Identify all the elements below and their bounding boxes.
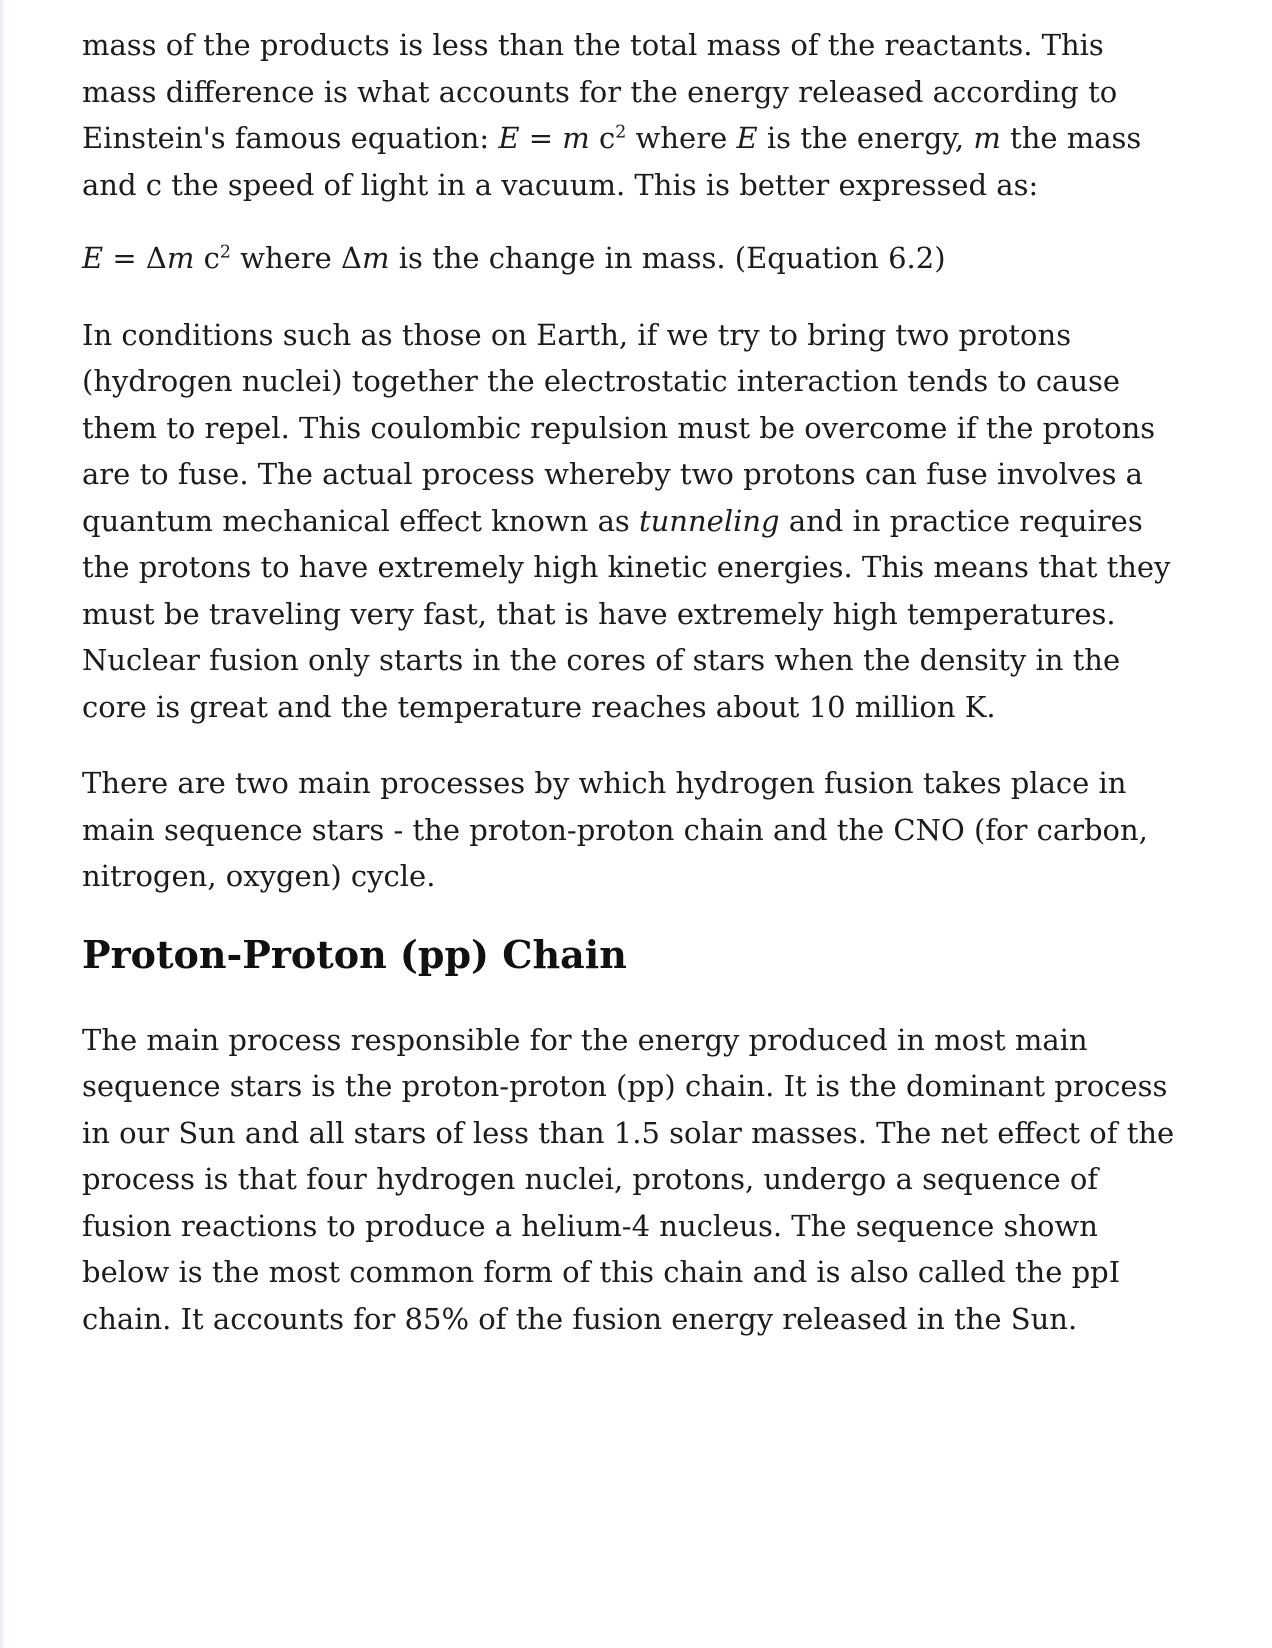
paragraph-fusion-processes: There are two main processes by which hydrogen fusion takes place in main sequence stars - the proton-proton chain and the CNO (for carbon, nitrogen, oxygen) cycle. <box>82 766 1148 893</box>
text-run: and in practice requires the protons to have extremely high kinetic energies. This means that they must be traveling very fast, that is have extremely high temperatures. Nuclear fusion only starts in the cores of stars when the density in the core is great and the temperature reaches about 10 million K. <box>82 503 1171 724</box>
paragraph-equation <box>82 235 1182 282</box>
paragraph-pp-chain: The main process responsible for the energy produced in most main sequence stars is the proton-proton (pp) chain. It is the dominant process in our Sun and all stars of less than 1.5 solar masses. The net effect of the process is that four hydrogen nuclei, protons, undergo a sequence of fusion reactions to produce a helium-4 nucleus. The sequence shown below is the most common form of this chain and is also called the ppI chain. It accounts for 85% of the fusion energy released in the Sun. <box>82 1022 1175 1336</box>
var-E: E <box>498 121 520 155</box>
var-m: m <box>973 121 1001 155</box>
paragraph-coulomb-repulsion <box>82 312 1182 731</box>
paragraph-mass-energy <box>82 22 1182 208</box>
scan-edge-shading <box>0 0 6 1648</box>
text-run: is the change in mass. (Equation 6.2) <box>389 241 946 275</box>
section-heading: Proton-Proton (pp) Chain <box>82 931 627 977</box>
var-E: E <box>82 241 104 275</box>
text-run: = Δ <box>103 241 167 275</box>
emphasis-tunneling: tunneling <box>638 503 780 538</box>
superscript: 2 <box>219 242 231 263</box>
var-E: E <box>736 121 758 155</box>
text-run: = <box>519 121 563 155</box>
text-run: c <box>589 121 616 155</box>
var-m: m <box>361 241 390 275</box>
text-run: mass of the products is less than the total mass of the reactants. This mass difference is what accounts for the energy released according to Einstein's famous equation: <box>82 28 1118 155</box>
text-run: In conditions such as those on Earth, if we try to bring two protons (hydrogen nuclei) together the electrostatic interaction tends to cause them to repel. This coulombic repulsion must be overcome if the protons are to fuse. The actual process whereby two protons can fuse involves a quantum mechanical effect known as <box>82 317 1156 538</box>
text-run: where Δ <box>230 241 362 275</box>
text-run: the mass and c the speed of light in a vacuum. This is better expressed as: <box>82 121 1142 202</box>
text-run: c <box>194 241 220 275</box>
text-run: where <box>626 121 737 155</box>
var-m: m <box>562 121 590 155</box>
superscript: 2 <box>615 122 627 143</box>
document-page <box>82 22 1182 1342</box>
text-run: is the energy, <box>757 121 974 155</box>
var-m: m <box>166 241 195 275</box>
